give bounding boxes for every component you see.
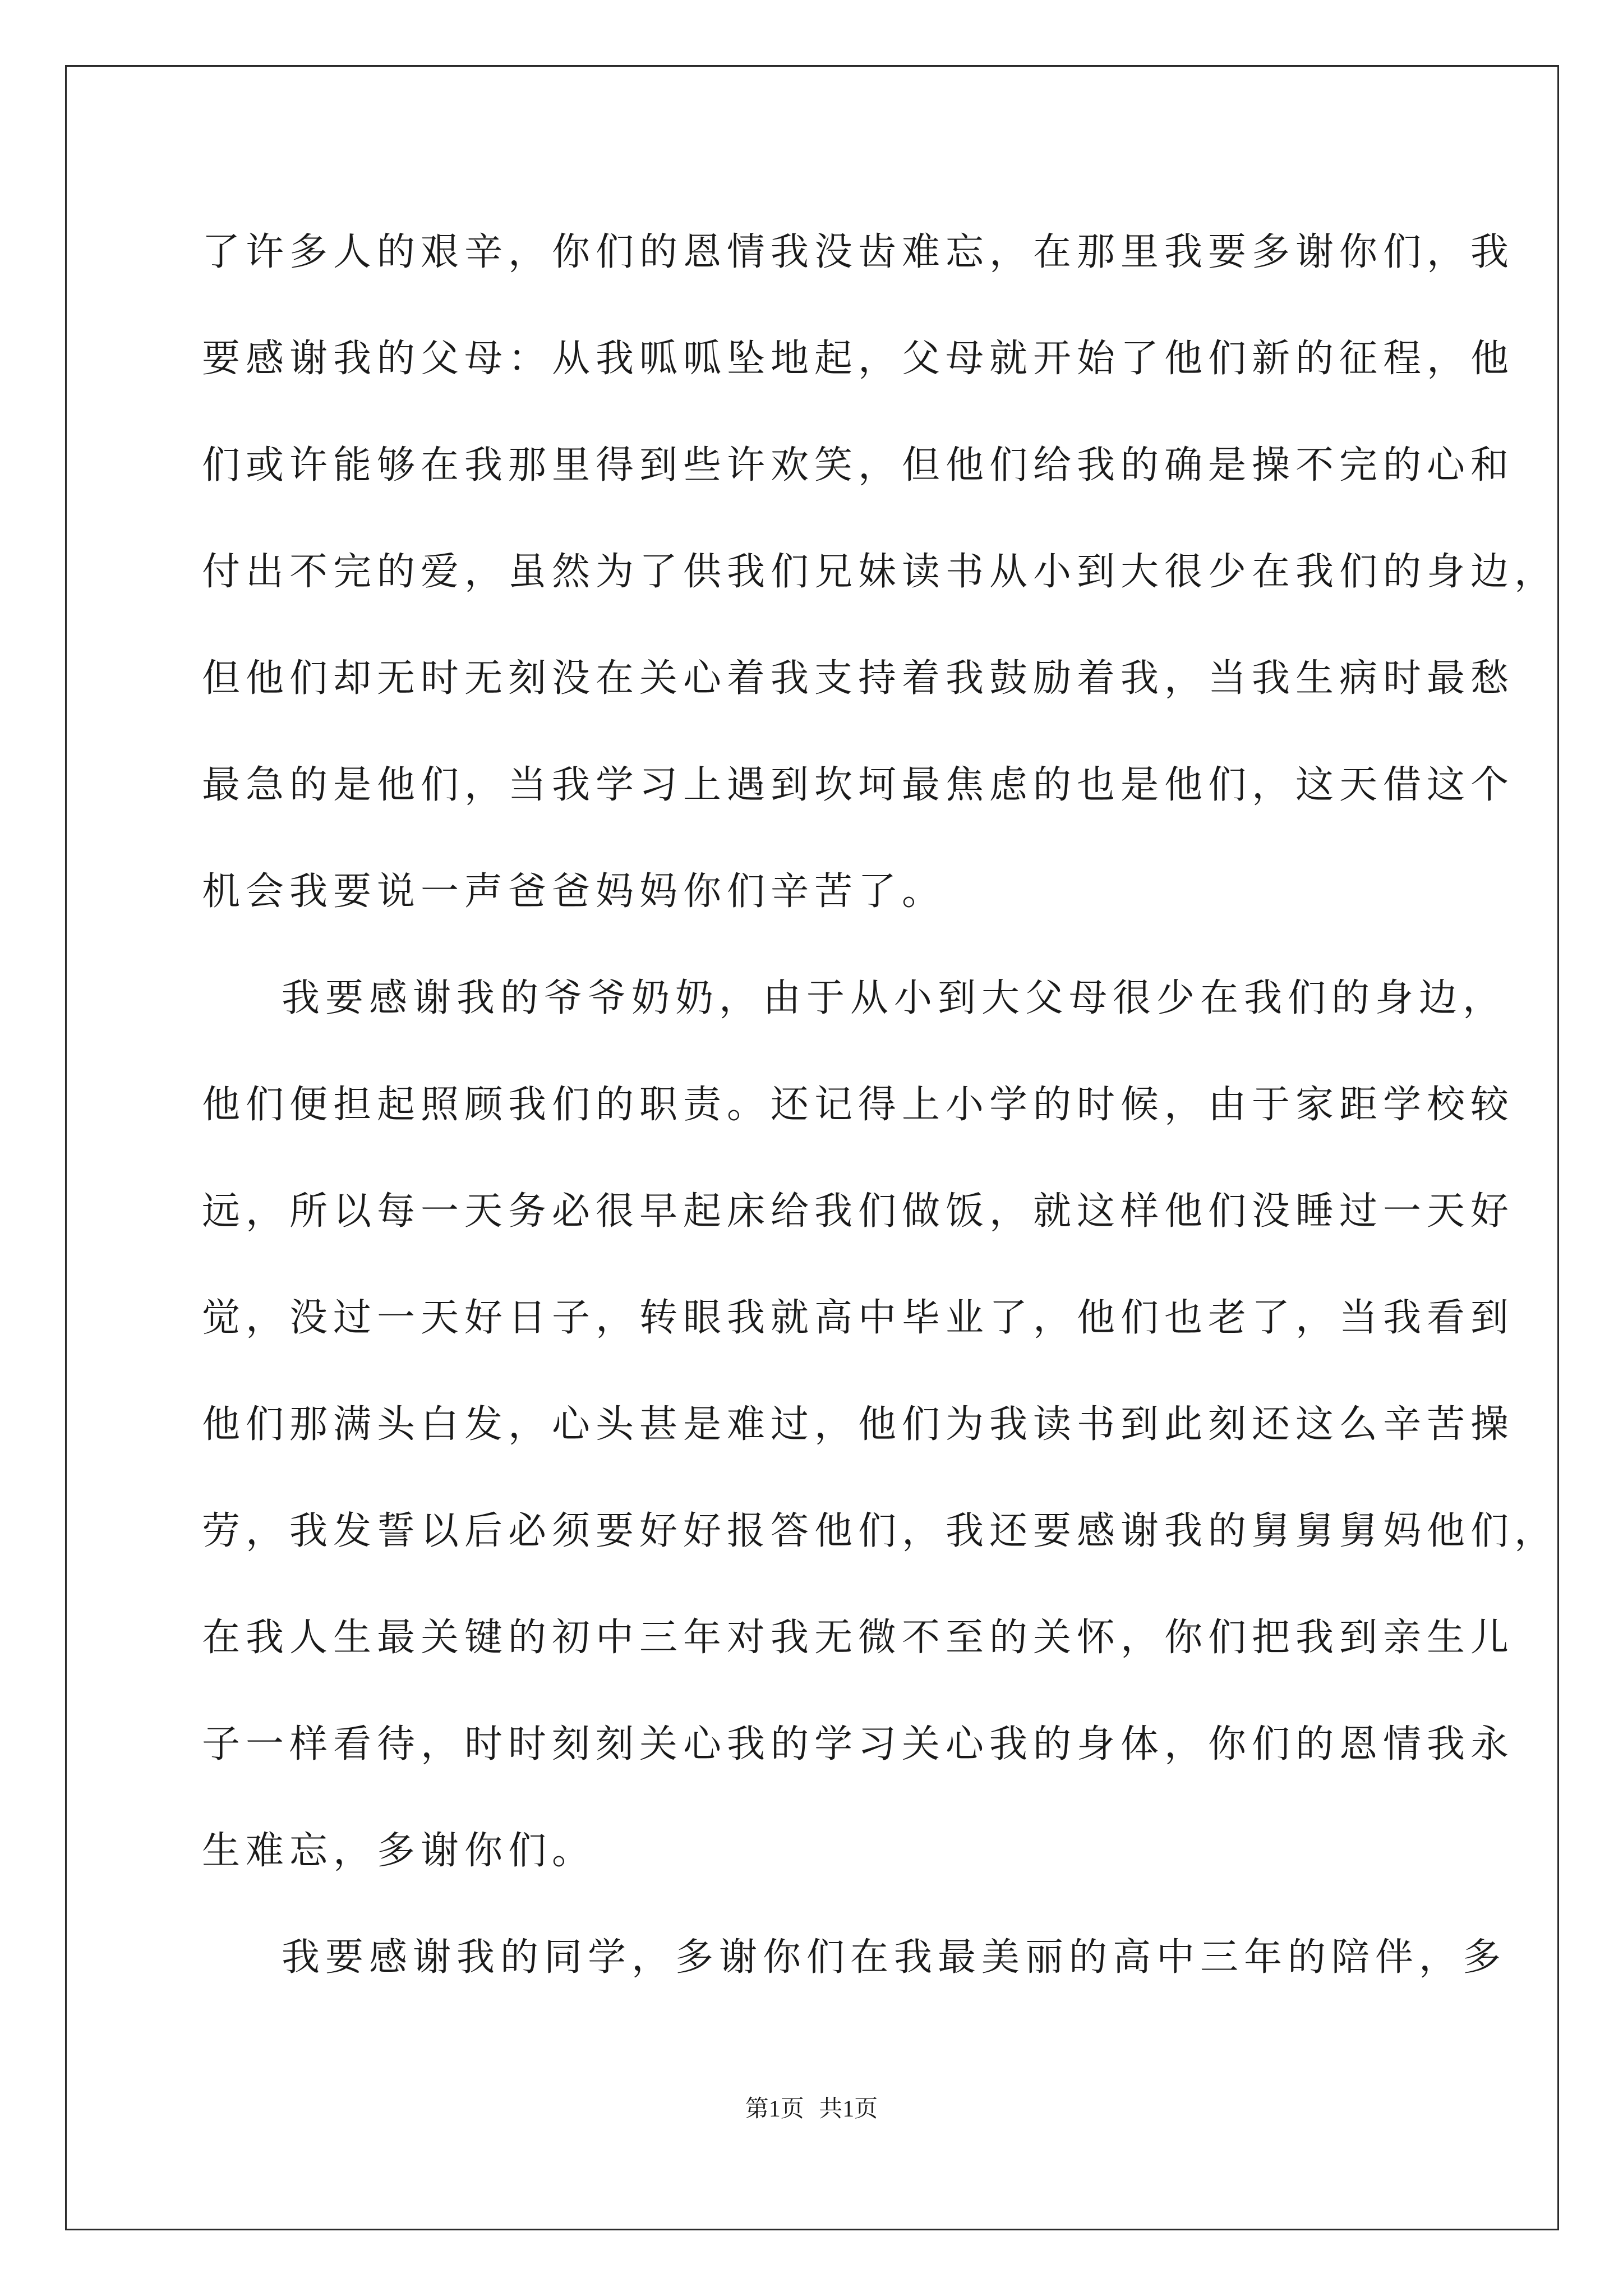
text-line: 远，所以每一天务必很早起床给我们做饭，就这样他们没睡过一天好 [202, 1189, 1515, 1234]
text-line: 他们便担起照顾我们的职责。还记得上小学的时候，由于家距学校较 [202, 1083, 1515, 1127]
text-line: 但他们却无时无刻没在关心着我支持着我鼓励着我，当我生病时最愁 [202, 656, 1515, 701]
page-number-total: 共1页 [819, 2096, 878, 2122]
paragraph-start-line: 我要感谢我的爷爷奶奶，由于从小到大父母很少在我们的身边， [282, 976, 1507, 1020]
paragraph-start-line: 我要感谢我的同学，多谢你们在我最美丽的高中三年的陪伴，多 [282, 1935, 1507, 1980]
text-line: 机会我要说一声爸爸妈妈你们辛苦了。 [202, 869, 946, 914]
text-line: 生难忘，多谢你们。 [202, 1829, 596, 1873]
text-line: 们或许能够在我那里得到些许欢笑，但他们给我的确是操不完的心和 [202, 443, 1515, 487]
text-line: 了许多人的艰辛，你们的恩情我没齿难忘，在那里我要多谢你们，我 [202, 230, 1515, 274]
page-border [65, 65, 1559, 2230]
text-line: 子一样看待，时时刻刻关心我的学习关心我的身体，你们的恩情我永 [202, 1722, 1515, 1766]
text-line: 觉，没过一天好日子，转眼我就高中毕业了，他们也老了，当我看到 [202, 1296, 1515, 1340]
text-line: 要感谢我的父母：从我呱呱坠地起，父母就开始了他们新的征程，他 [202, 337, 1515, 381]
text-line: 劳，我发誓以后必须要好好报答他们，我还要感谢我的舅舅舅妈他们， [202, 1509, 1559, 1553]
text-line: 最急的是他们，当我学习上遇到坎坷最焦虑的也是他们，这天借这个 [202, 763, 1515, 807]
text-line: 付出不完的爱，虽然为了供我们兄妹读书从小到大很少在我们的身边， [202, 550, 1559, 594]
text-line: 他们那满头白发，心头甚是难过，他们为我读书到此刻还这么辛苦操 [202, 1402, 1515, 1447]
text-line: 在我人生最关键的初中三年对我无微不至的关怀，你们把我到亲生儿 [202, 1616, 1515, 1660]
page-footer [0, 2093, 1623, 2125]
page-number-current: 第1页 [745, 2096, 804, 2122]
